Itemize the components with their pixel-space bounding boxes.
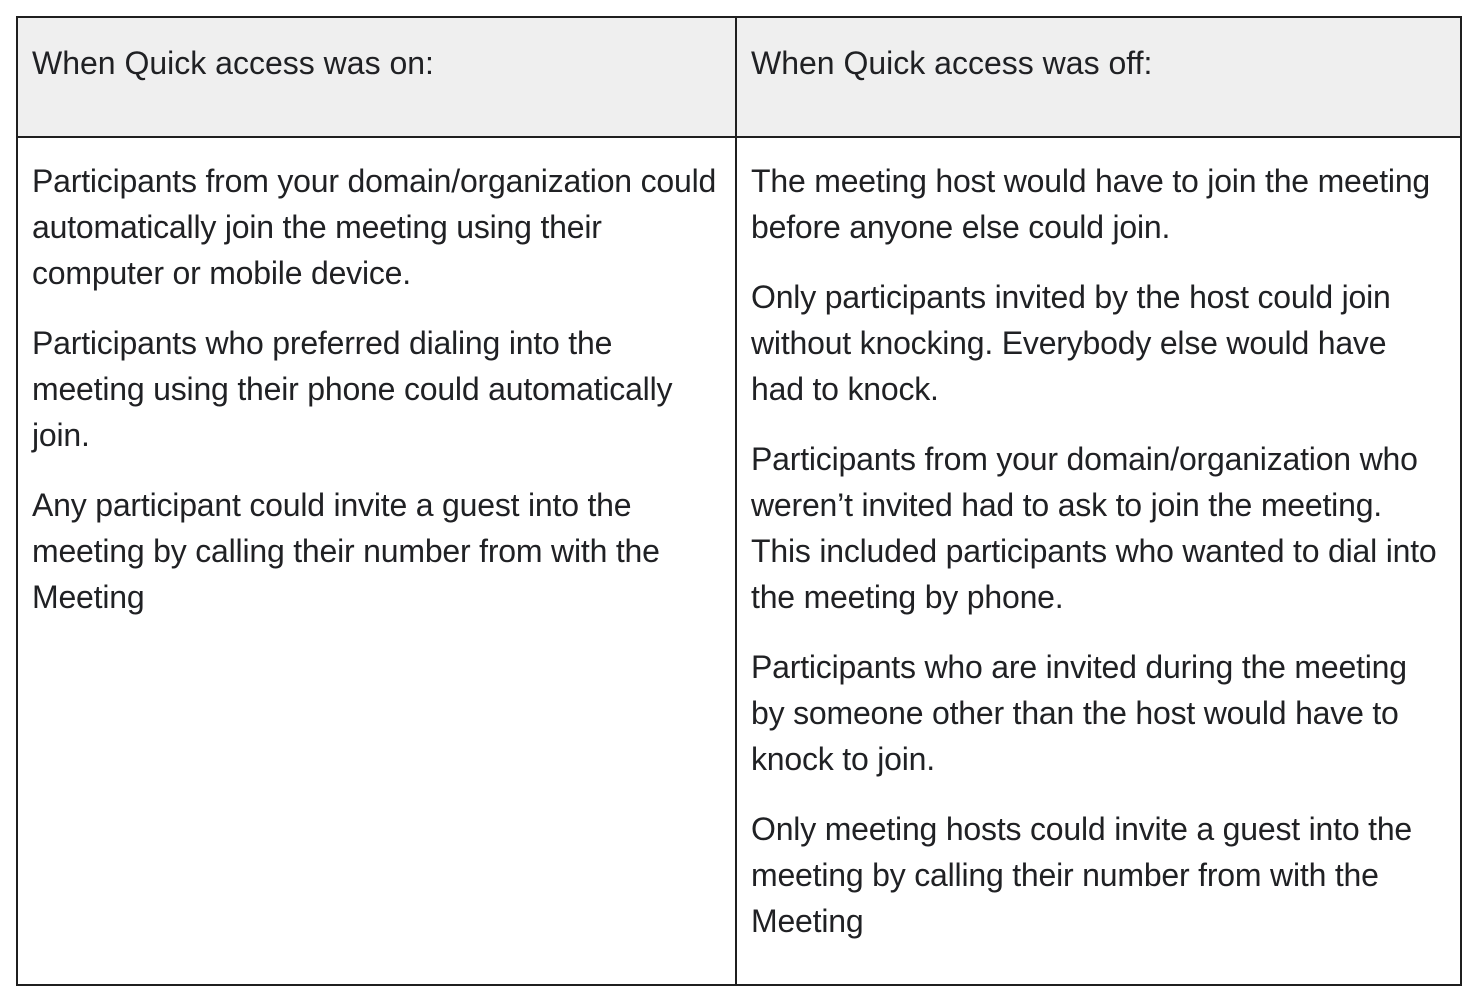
header-quick-access-off: When Quick access was off: [751, 45, 1153, 81]
quick-access-comparison-table [16, 16, 1462, 986]
off-item-host-invite-guest: Only meeting hosts could invite a guest into the meeting by calling their number from with the Meeting [751, 811, 1413, 939]
off-item-ask-to-join: Participants from your domain/organization who weren’t invited had to ask to join the meeting. This included participants who wanted to dial into the meeting by phone. [751, 441, 1437, 615]
header-quick-access-on: When Quick access was on: [18, 18, 737, 136]
off-item-host-must-join: The meeting host would have to join the meeting before anyone else could join. [751, 163, 1431, 245]
on-item-domain-participants: Participants from your domain/organization could automatically join the meeting using their computer or mobile device. [32, 163, 717, 291]
on-item-invite-guest: Any participant could invite a guest into the meeting by calling their number from with the Meeting [32, 487, 660, 615]
table-body-row [18, 138, 1460, 984]
table-header-row [18, 18, 1460, 138]
off-item-invited-only: Only participants invited by the host could join without knocking. Everybody else would have had to knock. [751, 279, 1391, 407]
off-item-knock-to-join: Participants who are invited during the meeting by someone other than the host would have to knock to join. [751, 649, 1407, 777]
quick-access-off-cell [737, 138, 1460, 984]
on-item-phone-dial-in: Participants who preferred dialing into the meeting using their phone could automatically join. [32, 325, 673, 453]
quick-access-on-cell [18, 138, 737, 984]
